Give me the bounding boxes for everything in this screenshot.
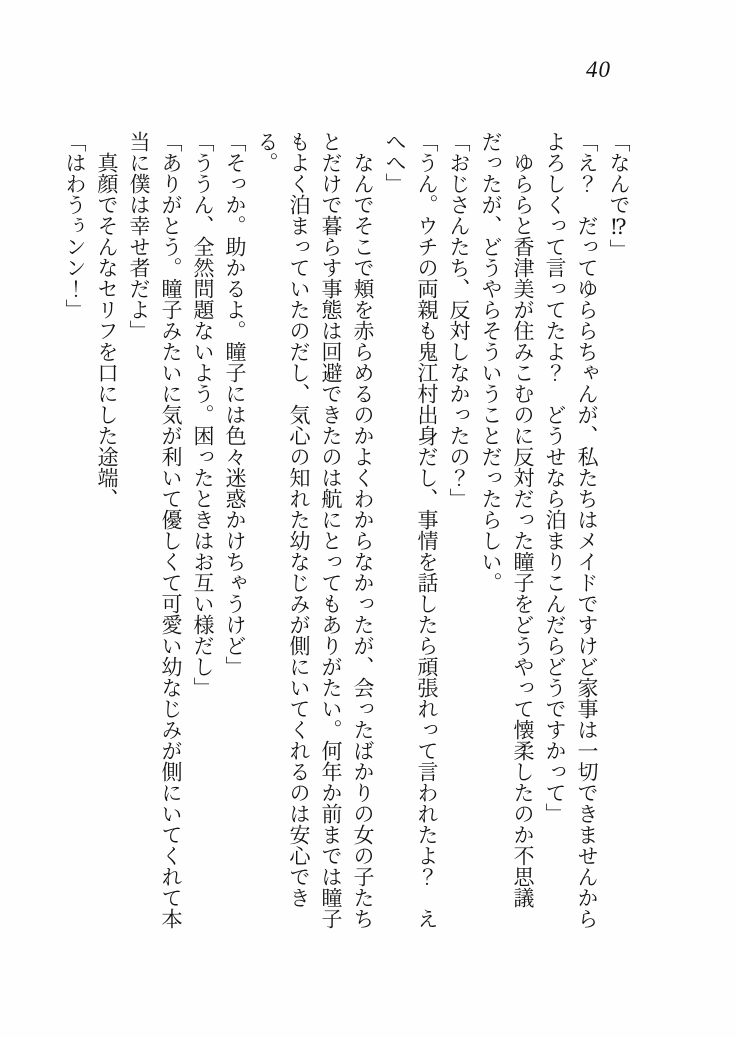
paragraph-dialogue: 「そっか。助かるよ。瞳子には色々迷惑かけちゃうけど」 xyxy=(223,131,247,677)
paragraph-dialogue: 「ううん、全然問題ないよう。困ったときはお互い様だし」 xyxy=(191,131,215,698)
paragraph-narration: なんでそこで頬を赤らめるのかよくわからなかったが、会ったばかりの女の子たちとだけで暮らす事態は回避できたのは航にとってもありがたい。何年か前までは瞳子もよく泊まっていたのだし、気心の知れた幼なじみが側にいてくれるのは安心できる。 xyxy=(255,131,375,929)
body-text xyxy=(59,131,635,931)
paragraph-dialogue: 「え？ だってゆららちゃんが、私たちはメイドですけど家事は一切できませんからよろしくって言ってたよ？ どうせなら泊まりこんだらどうですかって」 xyxy=(543,131,599,929)
paragraph-dialogue: 「はわうぅンン！」 xyxy=(63,131,87,320)
paragraph-dialogue: 「なんで⁉」 xyxy=(607,131,631,260)
paragraph-dialogue: 「ありがとう。瞳子みたいに気が利いて優しくて可愛い幼なじみが側にいてくれて本当に僕は幸せ者だよ」 xyxy=(127,131,183,929)
paragraph-narration: 真顔でそんなセリフを口にした途端、 xyxy=(95,152,119,509)
page-number: 40 xyxy=(586,57,611,82)
paragraph-dialogue: 「うん。ウチの両親も鬼江村出身だし、事情を話したら頑張れって言われたよ？ えへへ」 xyxy=(383,131,439,929)
paragraph-dialogue: 「おじさんたち、反対しなかったの？」 xyxy=(447,131,471,509)
paragraph-narration: ゆららと香津美が住みこむのに反対だった瞳子をどうやって懐柔したのか不思議だったが、どうやらそういうことだったらしい。 xyxy=(479,131,535,908)
